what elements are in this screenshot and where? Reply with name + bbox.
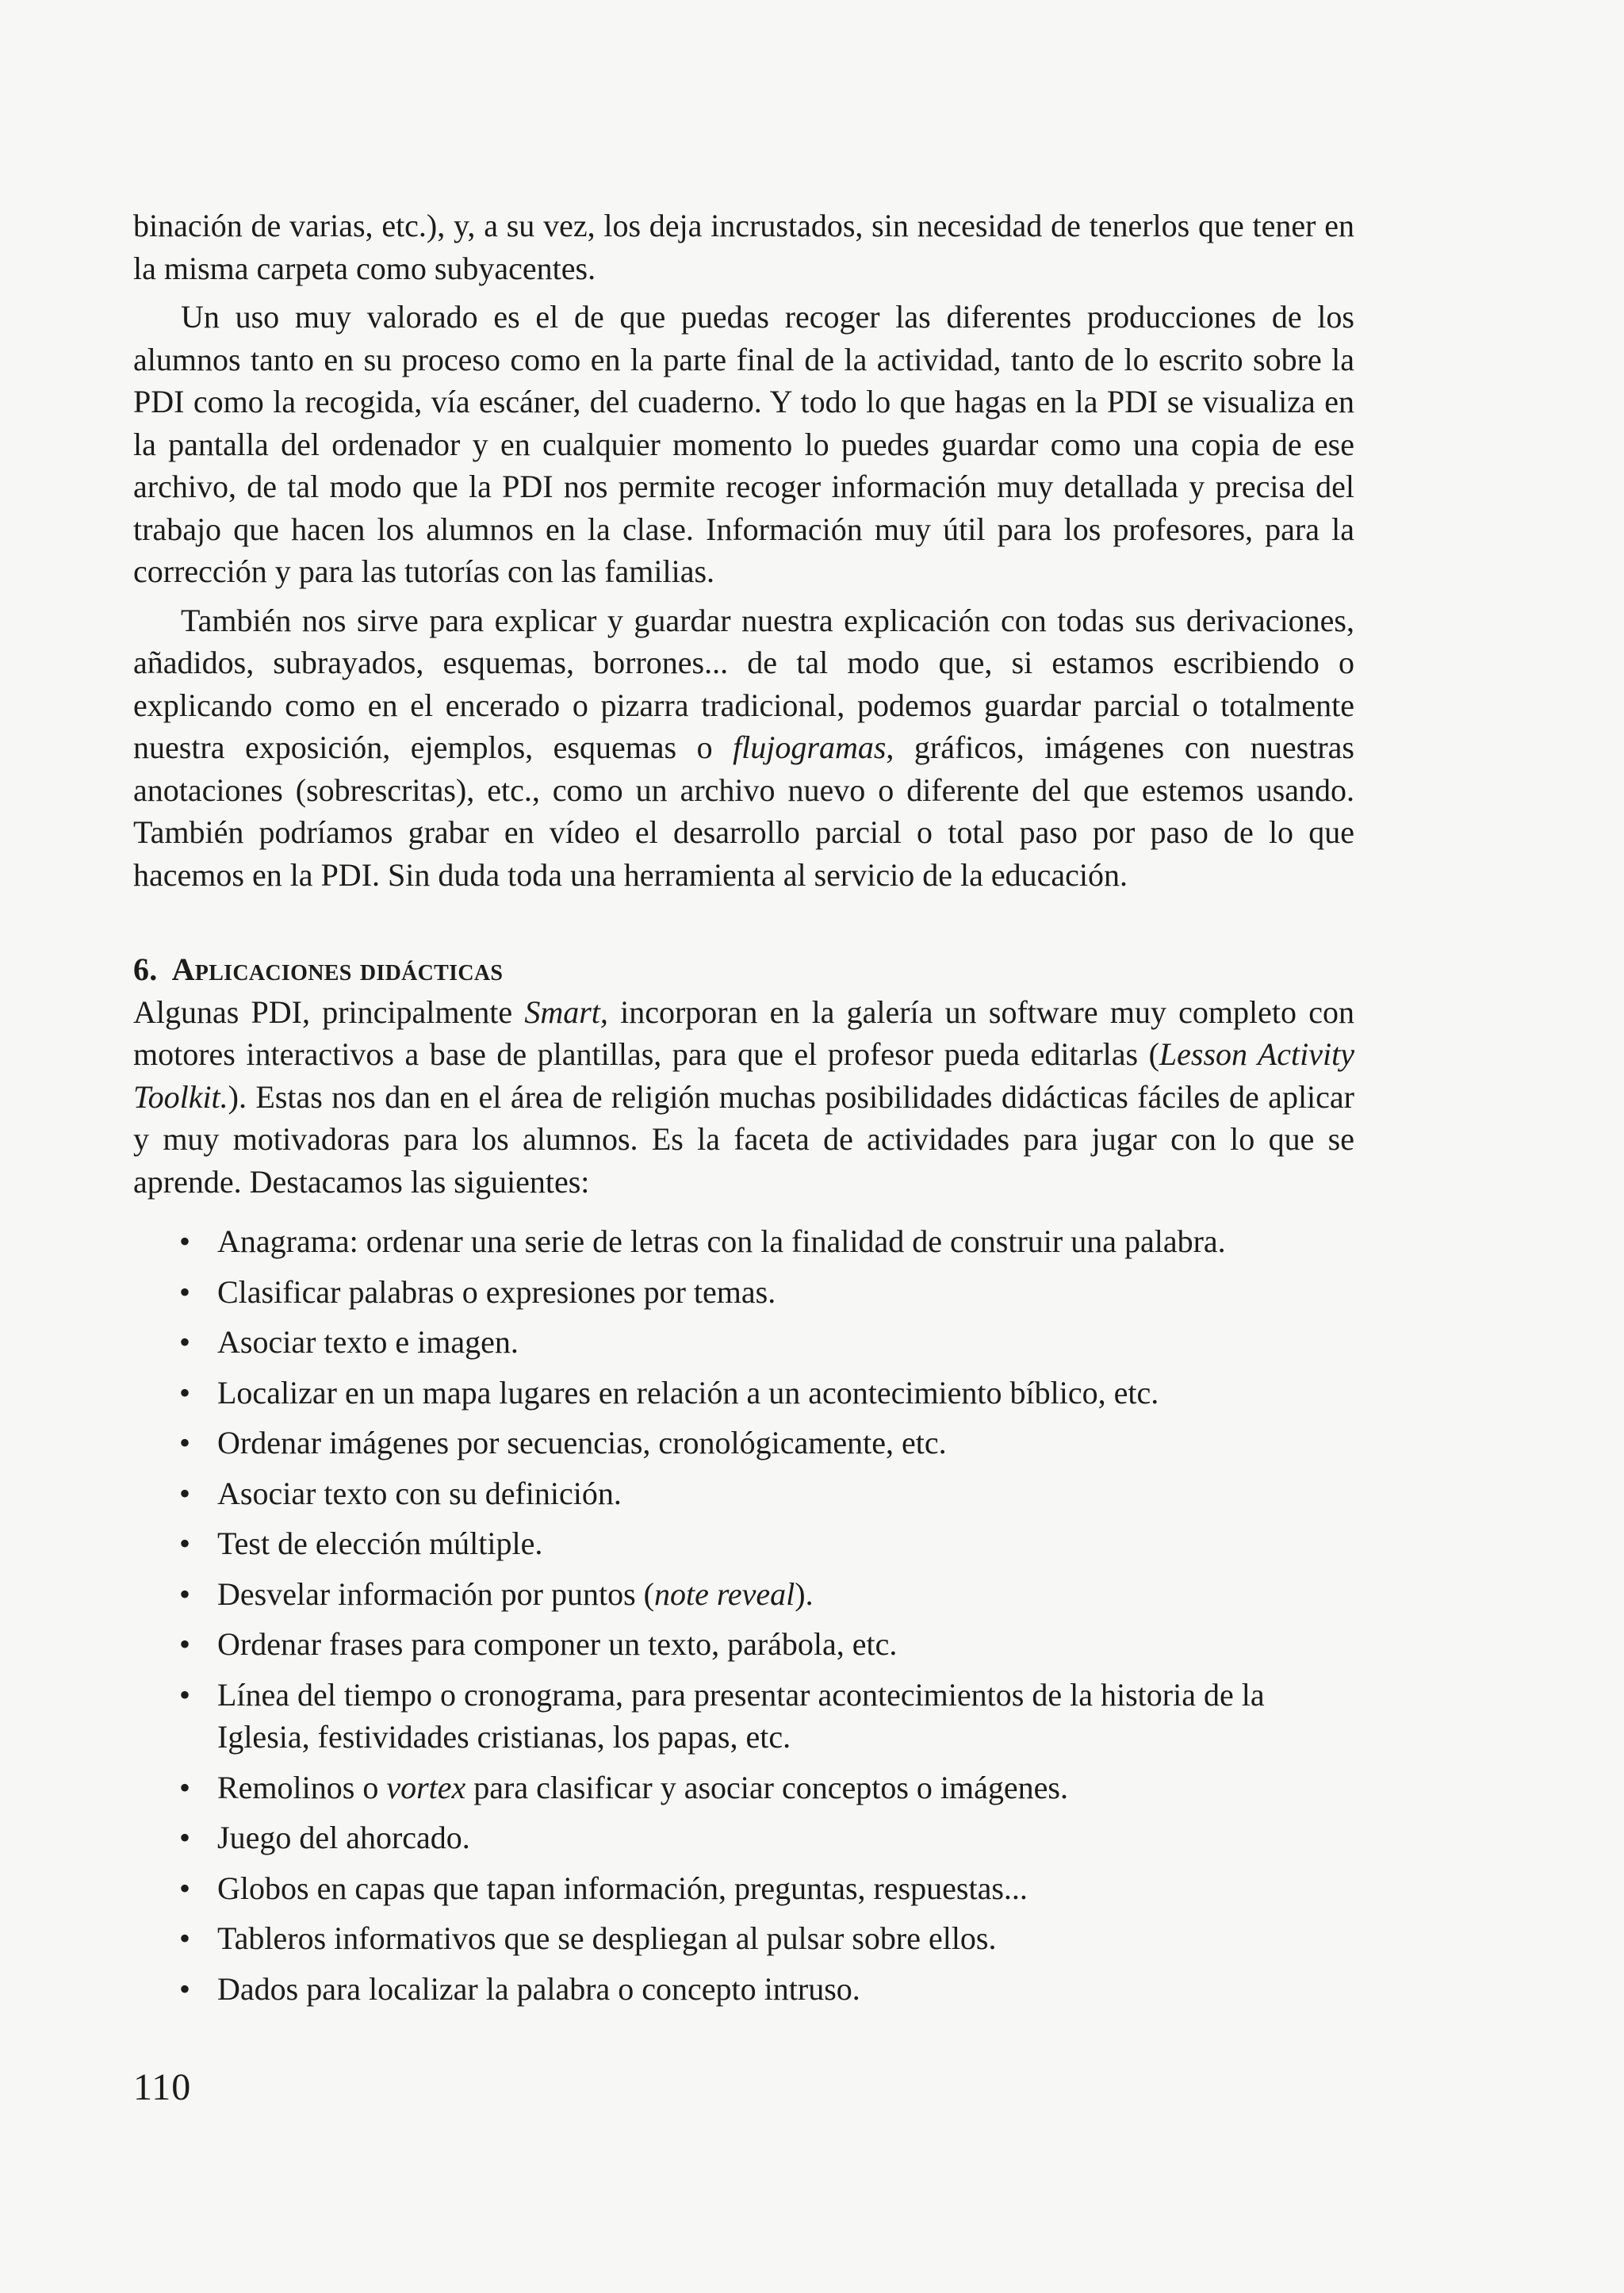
list-item (133, 1522, 1354, 1565)
bullet-icon: • (179, 1820, 191, 1855)
list-item (133, 1968, 1354, 2011)
list-item (133, 1372, 1354, 1414)
list-item-run: Tableros informativos que se despliegan al pulsar sobre ellos. (217, 1920, 997, 1956)
bullet-icon: • (179, 1475, 191, 1511)
list-item-text (217, 1476, 622, 1511)
list-item (133, 1220, 1354, 1263)
list-item-run: Clasificar palabras o expresiones por temas. (217, 1273, 776, 1310)
list-item (133, 1867, 1354, 1910)
text-run: incorporan en la galería un software muy completo con motores interactivos a base de plantillas, para que el profesor pueda editarlas ( (133, 993, 1354, 1072)
list-item-run: Remolinos o (217, 1769, 387, 1805)
bullet-icon: • (179, 1525, 191, 1561)
bullet-icon: • (179, 1374, 191, 1411)
list-item-text (217, 1576, 814, 1612)
text-italic-run: Lesson Activity Toolkit. (133, 1036, 1354, 1115)
list-item-text (217, 1920, 997, 1956)
list-item-run: Globos en capas que tapan información, preguntas, respuestas... (217, 1870, 1028, 1906)
page-body (133, 205, 1354, 2018)
list-item-text (217, 1626, 897, 1662)
text-italic-run: Smart, (524, 993, 608, 1030)
list-item-run: Asociar texto e imagen. (217, 1324, 519, 1360)
list-item-text (217, 1820, 470, 1855)
list-item-text (217, 1770, 1068, 1805)
list-item-text (217, 1525, 542, 1561)
text-run: Algunas PDI, principalmente (133, 993, 525, 1030)
section-number: 6. (133, 951, 158, 987)
bullet-icon: • (179, 1575, 191, 1612)
paragraph-save-explanation (133, 599, 1354, 897)
paragraph-continuation (133, 205, 1354, 289)
list-item (133, 1674, 1354, 1759)
list-item-run: ). (795, 1575, 814, 1612)
page-number: 110 (133, 2066, 192, 2108)
list-item-run: Juego del ahorcado. (217, 1820, 470, 1855)
didactic-applications-list (133, 1220, 1354, 2010)
list-item-text (217, 1375, 1159, 1411)
list-item (133, 1623, 1354, 1666)
text-run: binación de varias, etc.), y, a su vez, los deja incrustados, sin necesidad de tenerlos que tener en la misma carpeta como subyacentes. (133, 208, 1354, 286)
list-item-run: Asociar texto con su definición. (217, 1475, 622, 1511)
list-item-run: Desvelar información por puntos ( (217, 1575, 654, 1612)
list-item-text (217, 1870, 1028, 1906)
list-item-run: Anagrama: ordenar una serie de letras con la finalidad de construir una palabra. (217, 1223, 1226, 1259)
list-item-run: Línea del tiempo o cronograma, para presentar acontecimientos de la historia de la Iglesia, festividades cristianas, los papas, etc. (217, 1676, 1265, 1755)
list-item-run: para clasificar y asociar conceptos o imágenes. (465, 1769, 1068, 1805)
bullet-icon: • (179, 1626, 191, 1662)
bullet-icon: • (179, 1425, 191, 1460)
list-item (133, 1422, 1354, 1464)
list-item-text (217, 1971, 860, 2007)
list-item (133, 1321, 1354, 1364)
text-run: Un uso muy valorado es el de que puedas recoger las diferentes producciones de los alumnos tanto en su proceso como en la parte final de la actividad, tanto de lo escrito sobre la PDI como la recogida, vía escáner, del cuaderno. Y todo lo que hagas en la PDI se visualiza en la pantalla del ordenador y en cualquier momento lo puedes guardar como una copia de ese archivo, de tal modo que la PDI nos permite recoger información muy detallada y precisa del trabajo que hacen los alumnos en la clase. Información muy útil para los profesores, para la corrección y para las tutorías con las familias. (133, 299, 1354, 589)
list-item-italic-run: note reveal (653, 1575, 795, 1612)
bullet-icon: • (179, 1324, 191, 1360)
bullet-icon: • (179, 1870, 191, 1906)
bullet-icon: • (179, 1676, 191, 1713)
text-run: También nos sirve para explicar y guardar nuestra explicación con todas sus derivaciones, añadidos, subrayados, esquemas, borrones... de tal modo que, si estamos escribiendo o explicando como en el encerado o pizarra tradicional, podemos guardar parcial o totalmente nuestra exposición, ejemplos, esquemas o (133, 602, 1354, 765)
list-item-text (217, 1425, 947, 1460)
bullet-icon: • (179, 1273, 191, 1310)
list-item-text (217, 1274, 776, 1310)
list-item (133, 1917, 1354, 1960)
list-item (133, 1271, 1354, 1314)
list-item-run: Dados para localizar la palabra o concepto intruso. (217, 1970, 860, 2007)
list-item-run: Ordenar frases para componer un texto, parábola, etc. (217, 1626, 898, 1662)
bullet-icon: • (179, 1920, 191, 1956)
list-item (133, 1816, 1354, 1859)
bullet-icon: • (179, 1223, 191, 1259)
bullet-icon: • (179, 1769, 191, 1805)
list-item (133, 1767, 1354, 1809)
text-run: ). Estas nos dan en el área de religión muchas posibilidades didácticas fáciles de aplicar y muy motivadoras para los alumnos. Es la faceta de actividades para jugar con lo que se aprende. Destacamos las siguientes: (133, 1078, 1354, 1200)
section-heading (133, 948, 1354, 991)
list-item (133, 1472, 1354, 1515)
list-item-run: Ordenar imágenes por secuencias, cronológicamente, etc. (217, 1425, 947, 1460)
list-item-text (217, 1223, 1226, 1259)
list-item (133, 1573, 1354, 1616)
section-title: Aplicaciones didácticas (171, 951, 504, 987)
list-item-text (217, 1677, 1265, 1755)
list-item-italic-run: vortex (386, 1769, 466, 1805)
list-item-run: Test de elección múltiple. (217, 1525, 543, 1561)
list-item-run: Localizar en un mapa lugares en relación a un acontecimiento bíblico, etc. (217, 1374, 1159, 1411)
bullet-icon: • (179, 1970, 191, 2007)
text-run: , gráficos, imágenes con nuestras anotaciones (sobrescritas), etc., como un archivo nuevo o diferente del que estemos usando. También podríamos grabar en vídeo el desarrollo parcial o total paso por paso de lo que hacemos en la PDI. Sin duda toda una herramienta al servicio de la educación. (133, 729, 1354, 893)
paragraph-didactic-intro (133, 991, 1354, 1204)
paragraph-collect-productions (133, 296, 1354, 593)
text-italic-run: flujogramas (733, 729, 887, 765)
list-item-text (217, 1324, 519, 1360)
